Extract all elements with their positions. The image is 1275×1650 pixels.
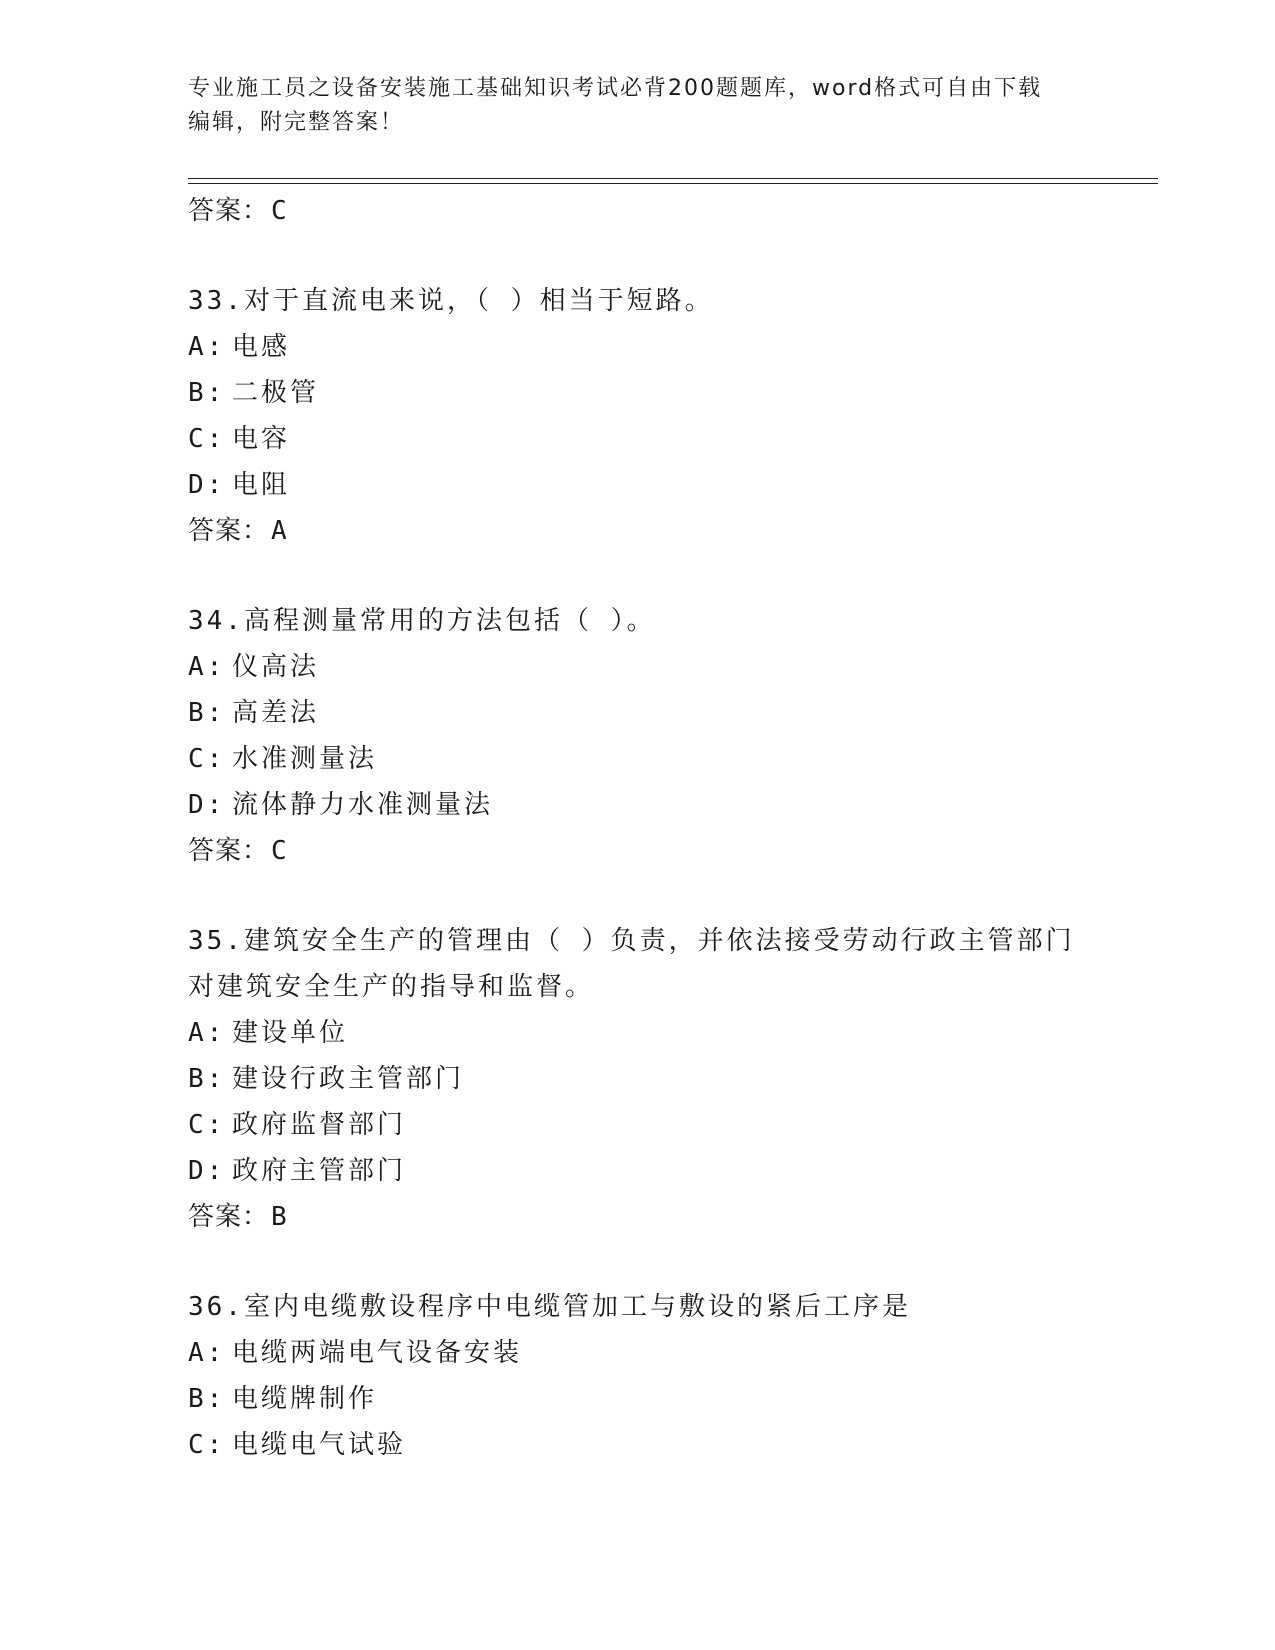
question-block bbox=[188, 278, 1148, 554]
option-a bbox=[188, 1010, 1148, 1056]
header-line-2: 编辑，附完整答案！ bbox=[188, 110, 405, 135]
option-letter: D: bbox=[188, 470, 226, 500]
answer-label: 答案： bbox=[188, 516, 270, 546]
header-divider-bottom bbox=[188, 183, 1158, 184]
option-a bbox=[188, 324, 1148, 370]
question-block bbox=[188, 598, 1148, 874]
option-b bbox=[188, 370, 1148, 416]
answer-label: 答案： bbox=[188, 836, 270, 866]
option-d bbox=[188, 462, 1148, 508]
answer-line bbox=[188, 508, 1148, 554]
option-d bbox=[188, 782, 1148, 828]
answer-value: C bbox=[271, 836, 288, 866]
option-letter: B: bbox=[188, 698, 226, 728]
option-text: 电缆牌制作 bbox=[232, 1384, 378, 1414]
option-letter: C: bbox=[188, 744, 226, 774]
option-text: 高差法 bbox=[232, 698, 320, 728]
option-text: 电缆电气试验 bbox=[232, 1430, 407, 1460]
option-text: 电阻 bbox=[232, 470, 291, 500]
option-d bbox=[188, 1148, 1148, 1194]
answer-value: B bbox=[271, 1202, 288, 1232]
option-letter: D: bbox=[188, 790, 226, 820]
option-b bbox=[188, 1376, 1148, 1422]
option-letter: A: bbox=[188, 1338, 226, 1368]
option-a bbox=[188, 644, 1148, 690]
question-stem: 33.对于直流电来说，（ ）相当于短路。 bbox=[188, 286, 714, 316]
option-c bbox=[188, 416, 1148, 462]
option-text: 建设行政主管部门 bbox=[232, 1064, 465, 1094]
option-text: 流体静力水准测量法 bbox=[232, 790, 494, 820]
question-stem: 35.建筑安全生产的管理由（ ）负责，并依法接受劳动行政主管部门 bbox=[188, 926, 1075, 956]
option-letter: C: bbox=[188, 424, 226, 454]
option-c bbox=[188, 1102, 1148, 1148]
option-b bbox=[188, 690, 1148, 736]
option-letter: A: bbox=[188, 1018, 226, 1048]
answer-value: A bbox=[271, 516, 288, 546]
option-letter: B: bbox=[188, 378, 226, 408]
option-text: 政府监督部门 bbox=[232, 1110, 407, 1140]
option-letter: A: bbox=[188, 652, 226, 682]
option-text: 电感 bbox=[232, 332, 291, 362]
option-c bbox=[188, 736, 1148, 782]
option-text: 电缆两端电气设备安装 bbox=[232, 1338, 523, 1368]
answer-label: 答案： bbox=[188, 1202, 270, 1232]
answer-line bbox=[188, 828, 1148, 874]
option-c bbox=[188, 1422, 1148, 1468]
option-b bbox=[188, 1056, 1148, 1102]
option-text: 仪高法 bbox=[232, 652, 320, 682]
question-list bbox=[188, 188, 1148, 1468]
answer-value: C bbox=[271, 196, 288, 226]
question-stem-continued: 对建筑安全生产的指导和监督。 bbox=[188, 972, 595, 1002]
question-block bbox=[188, 918, 1148, 1240]
answer-line bbox=[188, 1194, 1148, 1240]
option-letter: A: bbox=[188, 332, 226, 362]
option-text: 水准测量法 bbox=[232, 744, 378, 774]
header-divider-top bbox=[188, 178, 1158, 179]
answer-line bbox=[188, 188, 1148, 234]
option-letter: C: bbox=[188, 1430, 226, 1460]
option-letter: D: bbox=[188, 1156, 226, 1186]
option-letter: C: bbox=[188, 1110, 226, 1140]
question-stem: 34.高程测量常用的方法包括（ ）。 bbox=[188, 606, 656, 636]
answer-label: 答案： bbox=[188, 196, 270, 226]
option-a bbox=[188, 1330, 1148, 1376]
option-text: 建设单位 bbox=[232, 1018, 349, 1048]
question-stem: 36.室内电缆敷设程序中电缆管加工与敷设的紧后工序是 bbox=[188, 1292, 911, 1322]
option-text: 二极管 bbox=[232, 378, 320, 408]
option-text: 政府主管部门 bbox=[232, 1156, 407, 1186]
option-letter: B: bbox=[188, 1384, 226, 1414]
header-line-1: 专业施工员之设备安装施工基础知识考试必背200题题库，word格式可自由下载 bbox=[188, 76, 1043, 101]
option-text: 电容 bbox=[232, 424, 291, 454]
document-header bbox=[188, 72, 1078, 140]
question-block bbox=[188, 1284, 1148, 1468]
option-letter: B: bbox=[188, 1064, 226, 1094]
